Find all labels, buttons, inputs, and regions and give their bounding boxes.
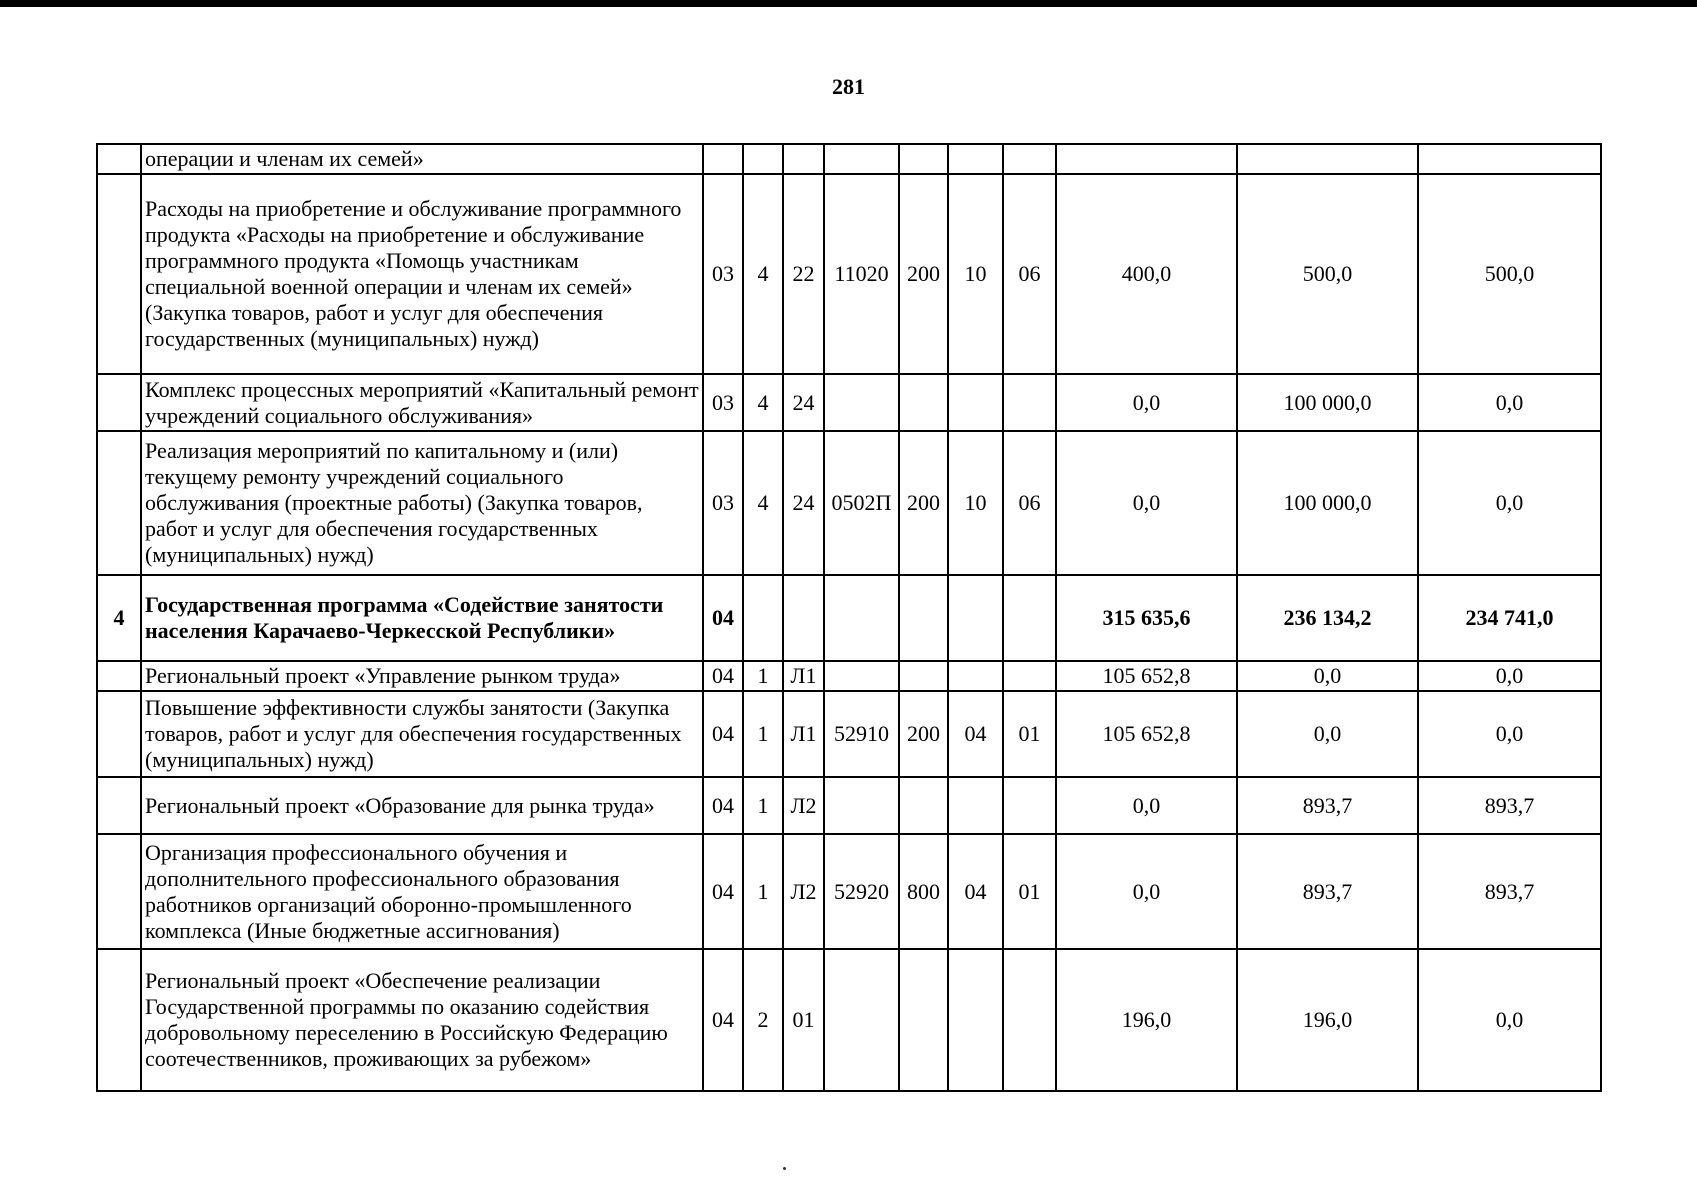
row-name: Реализация мероприятий по капитальному и (или) текущему ремонту учреждений социального обслуживания (проектные работы) (Закупка товаров, работ и услуг для обеспечения государственных (муниципальных) нужд): [141, 431, 703, 575]
code-program-type: 1: [743, 834, 783, 949]
code-expense-type: 800: [899, 834, 948, 949]
code-chapter: 04: [948, 691, 1003, 777]
table-row: [97, 661, 1601, 691]
code-expense-type: [899, 374, 948, 431]
code-direction: [824, 949, 899, 1091]
code-chapter: [948, 144, 1003, 174]
code-direction: 0502П: [824, 431, 899, 575]
amount-year-3: 234 741,0: [1418, 575, 1601, 661]
code-program-type: 4: [743, 374, 783, 431]
row-number: 4: [97, 575, 141, 661]
row-name: Региональный проект «Обеспечение реализации Государственной программы по оказанию содействия добровольному переселению в Российскую Федерацию соотечественников, проживающих за рубежом»: [141, 949, 703, 1091]
code-section: 03: [703, 174, 743, 374]
code-program-type: 2: [743, 949, 783, 1091]
amount-year-1: [1056, 144, 1237, 174]
code-subprogram: 24: [783, 374, 824, 431]
amount-year-1: 0,0: [1056, 834, 1237, 949]
table-row-program: [97, 575, 1601, 661]
code-direction: [824, 374, 899, 431]
code-section: 03: [703, 374, 743, 431]
amount-year-1: 0,0: [1056, 374, 1237, 431]
code-program-type: [743, 144, 783, 174]
code-expense-type: [899, 777, 948, 834]
amount-year-3: [1418, 144, 1601, 174]
amount-year-1: 105 652,8: [1056, 691, 1237, 777]
code-section: 04: [703, 777, 743, 834]
code-subprogram: 01: [783, 949, 824, 1091]
amount-year-1: 105 652,8: [1056, 661, 1237, 691]
amount-year-1: 0,0: [1056, 431, 1237, 575]
row-name: Организация профессионального обучения и дополнительного профессионального образования работников организаций оборонно-промышленного комплекса (Иные бюджетные ассигнования): [141, 834, 703, 949]
code-chapter: [948, 777, 1003, 834]
amount-year-3: 0,0: [1418, 949, 1601, 1091]
code-program-type: 1: [743, 661, 783, 691]
code-direction: 52920: [824, 834, 899, 949]
code-direction: [824, 777, 899, 834]
row-name: Государственная программа «Содействие занятости населения Карачаево-Черкесской Республики»: [141, 575, 703, 661]
page-number: 281: [832, 74, 865, 99]
row-name: Региональный проект «Образование для рынка труда»: [141, 777, 703, 834]
code-chapter: 10: [948, 431, 1003, 575]
row-number: [97, 661, 141, 691]
amount-year-2: 196,0: [1237, 949, 1418, 1091]
row-number: [97, 834, 141, 949]
code-expense-type: [899, 949, 948, 1091]
code-subchapter: [1003, 661, 1056, 691]
row-number: [97, 144, 141, 174]
budget-table: [96, 143, 1602, 1092]
code-program-type: 4: [743, 431, 783, 575]
code-section: 04: [703, 834, 743, 949]
amount-year-2: 500,0: [1237, 174, 1418, 374]
code-expense-type: [899, 575, 948, 661]
code-section: 04: [703, 661, 743, 691]
code-subchapter: [1003, 144, 1056, 174]
code-subchapter: 01: [1003, 834, 1056, 949]
row-number: [97, 431, 141, 575]
code-chapter: [948, 575, 1003, 661]
code-program-type: 4: [743, 174, 783, 374]
code-chapter: [948, 661, 1003, 691]
amount-year-2: 893,7: [1237, 777, 1418, 834]
code-direction: [824, 661, 899, 691]
table-row: [97, 834, 1601, 949]
table-row: [97, 174, 1601, 374]
code-subchapter: [1003, 777, 1056, 834]
code-section: 03: [703, 431, 743, 575]
code-subprogram: Л2: [783, 777, 824, 834]
amount-year-2: 893,7: [1237, 834, 1418, 949]
code-direction: 11020: [824, 174, 899, 374]
code-expense-type: 200: [899, 431, 948, 575]
code-subchapter: [1003, 949, 1056, 1091]
row-name: Региональный проект «Управление рынком труда»: [141, 661, 703, 691]
code-section: 04: [703, 949, 743, 1091]
amount-year-2: [1237, 144, 1418, 174]
amount-year-3: 500,0: [1418, 174, 1601, 374]
amount-year-3: 0,0: [1418, 691, 1601, 777]
code-subchapter: [1003, 374, 1056, 431]
amount-year-2: 236 134,2: [1237, 575, 1418, 661]
amount-year-2: 100 000,0: [1237, 374, 1418, 431]
amount-year-2: 100 000,0: [1237, 431, 1418, 575]
row-number: [97, 174, 141, 374]
code-section: 04: [703, 691, 743, 777]
amount-year-2: 0,0: [1237, 661, 1418, 691]
code-subprogram: Л1: [783, 691, 824, 777]
amount-year-1: 196,0: [1056, 949, 1237, 1091]
row-number: [97, 691, 141, 777]
code-chapter: 10: [948, 174, 1003, 374]
amount-year-3: 893,7: [1418, 777, 1601, 834]
code-chapter: [948, 949, 1003, 1091]
code-section: [703, 144, 743, 174]
code-subchapter: 01: [1003, 691, 1056, 777]
amount-year-3: 0,0: [1418, 374, 1601, 431]
table-row: [97, 374, 1601, 431]
row-number: [97, 374, 141, 431]
code-expense-type: [899, 661, 948, 691]
table-row: [97, 691, 1601, 777]
code-subprogram: [783, 575, 824, 661]
code-subchapter: 06: [1003, 174, 1056, 374]
amount-year-3: 0,0: [1418, 431, 1601, 575]
amount-year-3: 893,7: [1418, 834, 1601, 949]
code-chapter: [948, 374, 1003, 431]
code-direction: [824, 575, 899, 661]
code-subprogram: 24: [783, 431, 824, 575]
scan-speck: [783, 1167, 786, 1170]
code-subprogram: Л2: [783, 834, 824, 949]
code-subprogram: [783, 144, 824, 174]
code-subchapter: 06: [1003, 431, 1056, 575]
row-name: Расходы на приобретение и обслуживание программного продукта «Расходы на приобретение и обслуживание программного продукта «Помощь участникам специальной военной операции и членам их семей» (Закупка товаров, работ и услуг для обеспечения государственных (муниципальных) нужд): [141, 174, 703, 374]
table-row: [97, 431, 1601, 575]
code-subprogram: Л1: [783, 661, 824, 691]
code-expense-type: [899, 144, 948, 174]
code-expense-type: 200: [899, 174, 948, 374]
row-number: [97, 949, 141, 1091]
amount-year-2: 0,0: [1237, 691, 1418, 777]
amount-year-1: 400,0: [1056, 174, 1237, 374]
table-row: [97, 777, 1601, 834]
code-direction: 52910: [824, 691, 899, 777]
code-subprogram: 22: [783, 174, 824, 374]
code-program-type: 1: [743, 777, 783, 834]
amount-year-1: 315 635,6: [1056, 575, 1237, 661]
code-program-type: 1: [743, 691, 783, 777]
code-program-type: [743, 575, 783, 661]
row-name: операции и членам их семей»: [141, 144, 703, 174]
code-subchapter: [1003, 575, 1056, 661]
code-section: 04: [703, 575, 743, 661]
code-direction: [824, 144, 899, 174]
scan-top-border: [0, 0, 1697, 7]
amount-year-3: 0,0: [1418, 661, 1601, 691]
code-chapter: 04: [948, 834, 1003, 949]
table-row: [97, 949, 1601, 1091]
row-name: Повышение эффективности службы занятости (Закупка товаров, работ и услуг для обеспечения государственных (муниципальных) нужд): [141, 691, 703, 777]
code-expense-type: 200: [899, 691, 948, 777]
row-name: Комплекс процессных мероприятий «Капитальный ремонт учреждений социального обслуживания»: [141, 374, 703, 431]
row-number: [97, 777, 141, 834]
table-row: [97, 144, 1601, 174]
amount-year-1: 0,0: [1056, 777, 1237, 834]
